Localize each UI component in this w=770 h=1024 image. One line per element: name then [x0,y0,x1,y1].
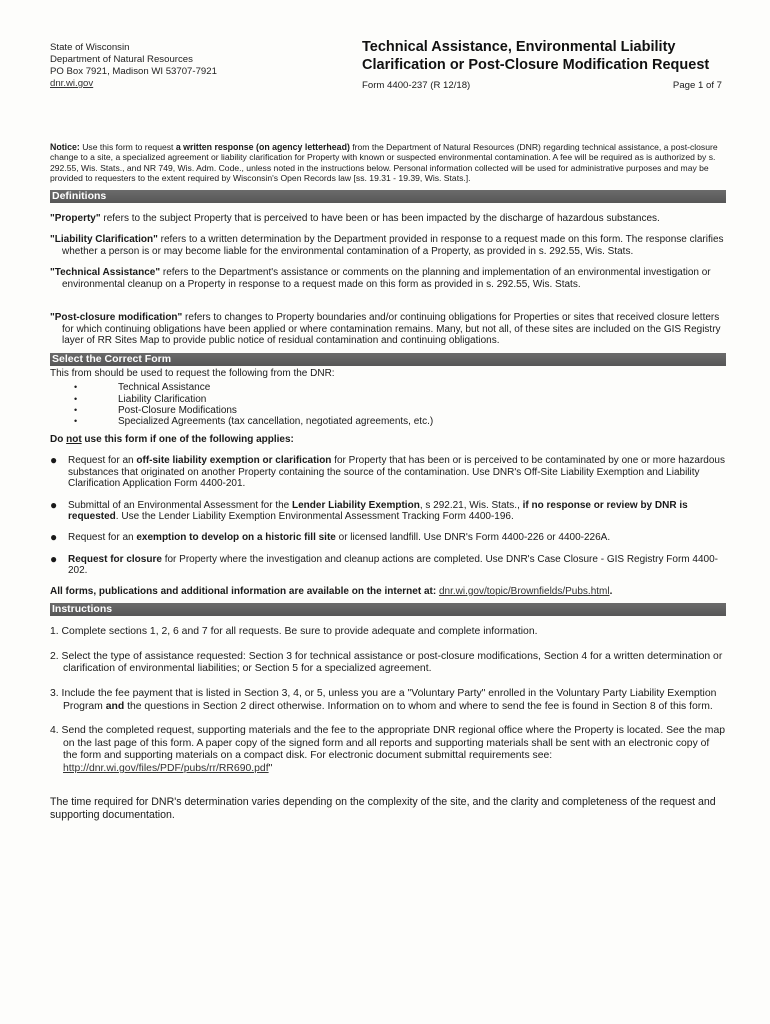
step3-post: the questions in Section 2 direct otherwise. Information on to whom and where to send the fee is found in Section 8 of this form. [124,700,713,712]
form-body [50,142,726,822]
bullet-text-bold: Lender Liability Exemption [292,499,420,511]
bullet-text-post: for Property that has been or is perceived to be contaminated by one or more hazardous substances that originated on another Property containing the source of the contamination. Use DNR's Off-Site Liability Exemption and Liability Clarification Application Form 4400-201. [68,455,725,490]
donot-pre: Do [50,433,67,445]
rr690-link[interactable]: http://dnr.wi.gov/files/PDF/pubs/rr/RR690.pdf [63,763,269,775]
instruction-steps [50,626,726,775]
bullet-text-post: for Property where the investigation and cleanup actions are completed. Use DNR's Case Closure - GIS Registry Form 4400-202. [68,553,718,577]
definition-term: "Technical Assistance" [50,267,161,279]
step4-end: " [268,763,273,775]
bullet-text-pre: Request for an [68,455,137,467]
instructions-heading: Instructions [50,603,726,616]
agency-line-department: Department of Natural Resources [50,54,193,65]
bullet-text-bold-2: if no response or review by DNR is requested [68,499,688,523]
list-item: • Liability Clarification [74,394,726,405]
agency-address [50,42,217,90]
definition-liability-clarification [50,234,726,257]
notice-text-bold: a written response (on agency letterhead) [175,142,350,152]
donot-post: use this form if one of the following applies: [81,433,294,445]
instruction-step-1: 1. Complete sections 1, 2, 6 and 7 for all requests. Be sure to provide adequate and complete information. [50,626,538,638]
definition-term: "Property" [50,212,101,224]
step4-pre: 4. Send the completed request, supporting materials and the fee to the appropriate DNR regional office where the Property is located. See the map on the last page of this form. A paper copy of the signed form and all reports and supporting materials shall be sent with an electronic copy of the form and supporting materials on a compact disk. For electronic document submittal requirements see: [50,725,726,762]
select-form-heading: Select the Correct Form [50,353,726,366]
bullet-text-mid: , s 292.21, Wis. Stats., [419,499,523,511]
bullet-text-pre: Request for an [68,532,137,544]
bullet-text-pre: Submittal of an Environmental Assessment for the [68,499,292,511]
step3-bold: and [105,700,125,712]
form-title-line2: Clarification or Post-Closure Modification Request [362,57,710,73]
definition-text: refers to changes to Property boundaries and/or continuing obligations for Properties or sites that received closure letters for which continuing obligations have been applied or where contamination remains. Many, but not all, of these sites are included on the GIS Registry layer of RR Sites Map to provide public notice of residual contamination and continuing obligations. [62,312,721,347]
exclusion-lender-liability [50,497,726,523]
pubs-link[interactable]: dnr.wi.gov/topic/Brownfields/Pubs.html [438,585,610,597]
bullet-icon: ● [50,497,58,512]
definitions-heading: Definitions [50,190,726,203]
bullet-icon: ● [50,453,58,468]
list-item: • Technical Assistance [74,382,726,393]
title-block [362,38,722,91]
form-meta [362,80,722,91]
agency-line-address: PO Box 7921, Madison WI 53707-7921 [50,66,217,77]
exclusion-offsite-liability [50,455,726,489]
agency-website-link[interactable]: dnr.wi.gov [50,78,94,89]
agency-line-state: State of Wisconsin [50,42,130,53]
definition-technical-assistance [50,267,726,290]
do-not-use-heading [50,434,726,446]
page-number: Page 1 of 7 [672,80,722,91]
exclusion-historic-fill [50,532,726,543]
definition-post-closure-modification [50,312,726,347]
bullet-icon: ● [50,551,58,566]
definition-text: refers to the Department's assistance or comments on the planning and implementation of an environmental investigation or environmental cleanup on a Property in response to a request made on this form as provided in s. 292.55, Wis. Stats. [62,267,711,290]
notice-paragraph [50,142,726,184]
bullet-text-bold: exemption to develop on a historic fill site [136,532,336,544]
form-number: Form 4400-237 (R 12/18) [362,80,471,91]
bullet-text-bold: Request for closure [68,553,162,565]
request-type-list [50,382,726,428]
definition-term: "Liability Clarification" [50,234,158,246]
definition-term: "Post-closure modification" [50,312,183,324]
donot-not: not [66,433,82,445]
definition-text: refers to a written determination by the Department provided in response to a request made on this form. The response clarifies whether a person is or may become liable for the environmental contamination of a Property, as provided in s. 292.55, Wis. Stats. [62,234,724,257]
exclusion-closure-request [50,551,726,577]
bullet-icon: ● [50,530,58,545]
select-form-intro: This from should be used to request the following from the DNR: [50,367,335,379]
all-forms-text: All forms, publications and additional information are available on the internet at: [50,585,439,597]
all-forms-end: . [609,585,613,597]
instruction-step-3 [50,688,726,713]
notice-label: Notice: [50,142,80,152]
bullet-text-bold: off-site liability exemption or clarification [136,455,332,467]
list-item: • Specialized Agreements (tax cancellation, negotiated agreements, etc.) [74,416,726,427]
bullet-text-post: or licensed landfill. Use DNR's Form 4400-226 or 4400-226A. [335,532,611,544]
step3-pre: 3. Include the fee payment that is listed in Section 3, 4, or 5, unless you are a "Voluntary Party" enrolled in the Voluntary Party Liability Exemption Program [50,688,717,712]
list-item: • Post-Closure Modifications [74,405,726,416]
form-title-line1: Technical Assistance, Environmental Liability [362,39,676,55]
instruction-step-4 [50,725,726,775]
definition-text: refers to the subject Property that is perceived to have been or has been impacted by the discharge of hazardous substances. [100,212,660,224]
instruction-step-2: 2. Select the type of assistance requested: Section 3 for technical assistance or post-closure modifications, Section 4 for a written determination or clarification of environmental liabilities; or Section 5 for a specialized agreement. [50,650,723,675]
time-required-note: The time required for DNR's determination varies depending on the complexity of the site, and the clarity and completeness of the request and supporting documentation. [50,795,716,821]
notice-text-post: from the Department of Natural Resources (DNR) regarding technical assistance, a post-closure change to a site, a specialized agreement or liability clarification for Property with known or suspected environmental contamination. A fee will be required as is authorized by s. 292.55, Wis. Stats., and NR 749, Wis. Adm. Code., unless noted in the instructions below. Personal information collected will be used for administrative purposes and may be provided to requesters to the extent required by Wisconsin's Open Records law [ss. 19.31 - 19.39, Wis. Stats.]. [50,142,718,184]
definition-property [50,213,726,225]
bullet-text-post: . Use the Lender Liability Exemption Environmental Assessment Tracking Form 4400-196. [115,511,514,523]
all-forms-note [50,586,726,598]
notice-text-pre: Use this form to request [82,142,176,152]
